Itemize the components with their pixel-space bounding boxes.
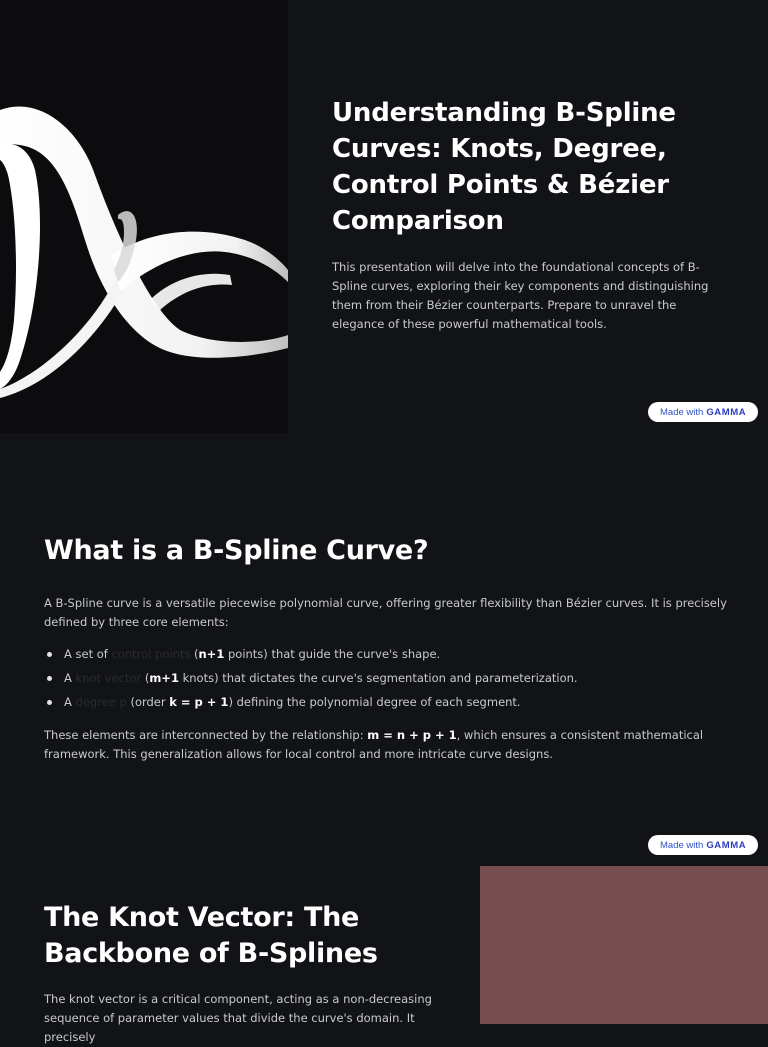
gamma-logo: GAMMA <box>706 839 747 851</box>
core-elements-list <box>44 645 734 717</box>
section-title: What is a B-Spline Curve? <box>44 535 429 566</box>
intro-paragraph: A B-Spline curve is a versatile piecewise polynomial curve, offering greater flexibility than Bézier curves. It is precisely defined by three core elements: <box>44 596 727 629</box>
list-item: A knot vector (m+1 knots) that dictates the curve's segmentation and parameterization. <box>44 669 734 693</box>
slide-description: This presentation will delve into the foundational concepts of B-Spline curves, exploring their key components and distinguishing them from their Bézier counterparts. Prepare to unravel the elegance of these powerful mathematical tools. <box>332 260 709 331</box>
image-panel <box>480 866 768 1024</box>
made-with-gamma-badge[interactable] <box>648 835 758 855</box>
hero-ribbon-image <box>0 0 288 433</box>
list-item: A set of control points (n+1 points) that guide the curve's shape. <box>44 645 734 669</box>
section-title: The Knot Vector: The Backbone of B-Splines <box>44 902 378 969</box>
badge-prefix: Made with <box>660 406 704 418</box>
badge-prefix: Made with <box>660 839 704 851</box>
made-with-gamma-badge[interactable] <box>648 402 758 422</box>
slide-title: Understanding B-Spline Curves: Knots, Degree, Control Points & Bézier Comparison <box>332 98 676 236</box>
list-item: A degree p (order k = p + 1) defining the polynomial degree of each segment. <box>44 693 734 717</box>
ribbon-curve-art <box>0 0 288 433</box>
knot-vector-paragraph: The knot vector is a critical component, acting as a non-decreasing sequence of parameter values that divide the curve's domain. It precisely <box>44 992 432 1044</box>
title-slide <box>0 0 768 435</box>
gamma-logo: GAMMA <box>706 406 747 418</box>
relationship-paragraph: These elements are interconnected by the relationship: m = n + p + 1, which ensures a consistent mathematical framework. This generalization allows for local control and more intricate curve designs. <box>44 728 704 761</box>
